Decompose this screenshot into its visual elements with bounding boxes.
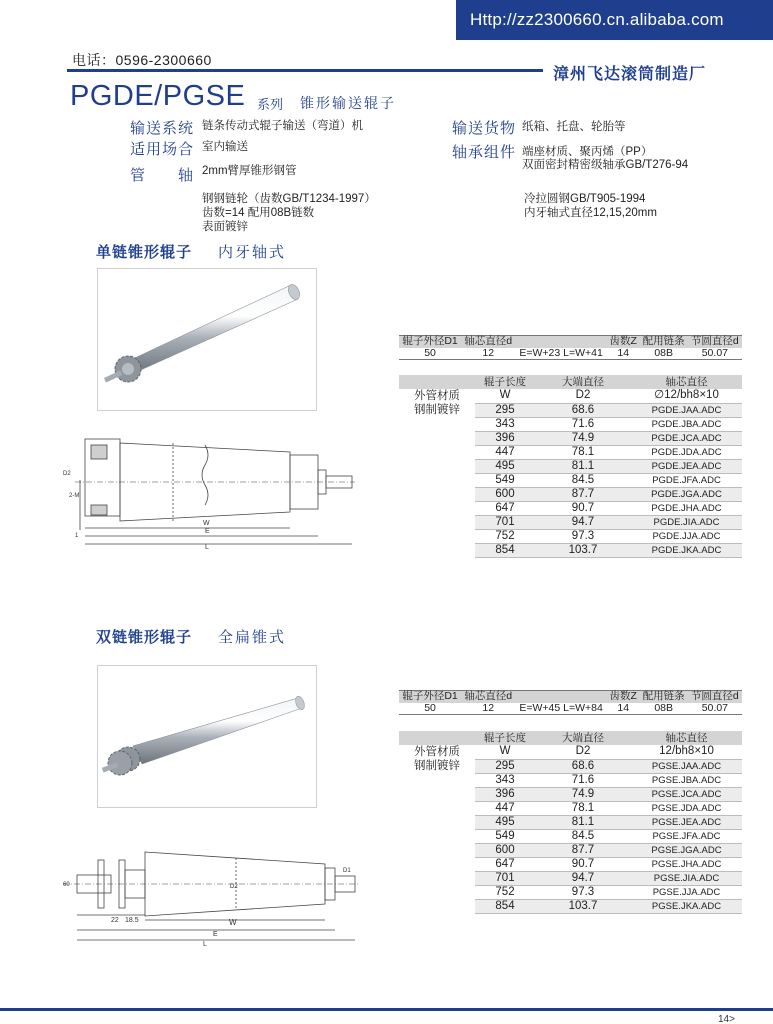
roller-length-cell: 549 xyxy=(475,829,535,843)
section2-subtitle: 全扁锥式 xyxy=(218,629,287,646)
spec-site-label: 适用场合 xyxy=(130,141,195,158)
spec-cell: 08B xyxy=(640,703,688,715)
large-end-diameter-cell: 103.7 xyxy=(535,543,631,557)
roller-length-cell: 396 xyxy=(475,431,535,445)
spec-cell: 50.07 xyxy=(688,703,742,715)
empty-cell xyxy=(399,801,475,815)
spec-head: 节圆直径d xyxy=(688,336,742,348)
material-value: 钢制镀锌 xyxy=(414,403,460,416)
roller-length-cell: 647 xyxy=(475,857,535,871)
spec-shaft-1: 冷拉圆钢GB/T905-1994 xyxy=(524,193,646,205)
roller-length-cell: 447 xyxy=(475,445,535,459)
spec-cell: E=W+23 L=W+41 xyxy=(515,348,606,360)
empty-cell xyxy=(399,459,475,473)
large-end-diameter-cell: 90.7 xyxy=(535,501,631,515)
roller-photo-single xyxy=(97,268,317,411)
large-end-diameter-cell: 87.7 xyxy=(535,843,631,857)
list-head: 大端直径 xyxy=(535,731,631,745)
spec-bearing-value-1: 端座材质、聚丙烯（PP） xyxy=(522,146,653,158)
col-w: W xyxy=(475,389,535,403)
col-shaft: ∅12/bh8×10 xyxy=(631,389,742,403)
spec-goods-value: 纸箱、托盘、轮胎等 xyxy=(522,121,626,133)
model-code-cell: PGDE.JKA.ADC xyxy=(631,543,742,557)
spec-head: 轴芯直径d xyxy=(461,691,515,703)
roller-length-cell: 396 xyxy=(475,787,535,801)
spec-shaft-2: 内牙轴式直径12,15,20mm xyxy=(524,207,657,219)
section2-title: 双链锥形辊子 xyxy=(96,629,193,646)
spec-cell: E=W+45 L=W+84 xyxy=(515,703,606,715)
model-code-cell: PGSE.JAA.ADC xyxy=(631,759,742,773)
large-end-diameter-cell: 78.1 xyxy=(535,801,631,815)
model-code-cell: PGSE.JGA.ADC xyxy=(631,843,742,857)
roller-length-cell: 600 xyxy=(475,487,535,501)
large-end-diameter-cell: 84.5 xyxy=(535,473,631,487)
col-d2: D2 xyxy=(535,389,631,403)
roller-length-cell: 549 xyxy=(475,473,535,487)
technical-drawing-single xyxy=(55,425,380,555)
empty-cell xyxy=(399,815,475,829)
url-banner: Http://zz2300660.cn.alibaba.com xyxy=(456,0,773,40)
spec-tube-label: 管 轴 xyxy=(130,167,195,184)
double-chain-drawing xyxy=(55,832,380,957)
empty-cell xyxy=(399,829,475,843)
table-row xyxy=(399,885,742,899)
roller-length-cell: 343 xyxy=(475,773,535,787)
page-number: 14> xyxy=(718,1014,735,1024)
spec-goods-label: 输送货物 xyxy=(452,120,517,137)
dim-d2: D2 xyxy=(63,471,71,477)
list-head: 大端直径 xyxy=(535,375,631,389)
material-value: 钢制镀锌 xyxy=(414,759,460,772)
dim-e: E xyxy=(213,931,218,938)
model-code-cell: PGDE.JFA.ADC xyxy=(631,473,742,487)
model-code-cell: PGDE.JJA.ADC xyxy=(631,529,742,543)
large-end-diameter-cell: 78.1 xyxy=(535,445,631,459)
large-end-diameter-cell: 97.3 xyxy=(535,885,631,899)
spec-cell: 50.07 xyxy=(688,348,742,360)
dim-l: L xyxy=(203,941,207,948)
spec-cell: 08B xyxy=(640,348,688,360)
dim-w: W xyxy=(203,520,210,527)
table-row xyxy=(399,459,742,473)
table-row xyxy=(399,787,742,801)
table-row xyxy=(399,543,742,557)
single-chain-roller-image xyxy=(98,269,316,410)
roller-length-cell: 447 xyxy=(475,801,535,815)
dim-d1: D1 xyxy=(343,868,351,874)
table-row xyxy=(399,773,742,787)
large-end-diameter-cell: 81.1 xyxy=(535,459,631,473)
dim-60: 60 xyxy=(63,882,70,888)
roller-length-cell: 854 xyxy=(475,543,535,557)
section1-title: 单链锥形辊子 xyxy=(96,244,193,261)
spec-head: 齿数Z xyxy=(607,336,640,348)
table-row xyxy=(399,899,742,913)
spec-sprocket-1: 钢钢链轮（齿数GB/T1234-1997） xyxy=(202,193,376,205)
dim-l: L xyxy=(205,544,209,551)
empty-cell xyxy=(399,871,475,885)
spec-tube-value: 2mm臂厚锥形钢管 xyxy=(202,165,297,177)
model-code-cell: PGSE.JEA.ADC xyxy=(631,815,742,829)
spec-head: 配用链条 xyxy=(640,691,688,703)
col-d2: D2 xyxy=(535,745,631,759)
page-title: PGDE/PGSE xyxy=(70,80,246,112)
table-row xyxy=(399,759,742,773)
spec-cell: 12 xyxy=(461,348,515,360)
large-end-diameter-cell: 94.7 xyxy=(535,515,631,529)
large-end-diameter-cell: 81.1 xyxy=(535,815,631,829)
spec-head: 轴芯直径d xyxy=(461,336,515,348)
spec-system-value: 链条传动式辊子输送（弯道）机 xyxy=(202,120,363,132)
large-end-diameter-cell: 68.6 xyxy=(535,403,631,417)
model-code-cell: PGDE.JDA.ADC xyxy=(631,445,742,459)
table-row xyxy=(399,473,742,487)
table-row xyxy=(399,829,742,843)
roller-length-cell: 752 xyxy=(475,885,535,899)
model-code-cell: PGSE.JHA.ADC xyxy=(631,857,742,871)
model-code-cell: PGSE.JKA.ADC xyxy=(631,899,742,913)
spec-head: 辊子外径D1 xyxy=(399,691,461,703)
table-row xyxy=(399,801,742,815)
model-code-cell: PGDE.JCA.ADC xyxy=(631,431,742,445)
empty-cell xyxy=(399,431,475,445)
model-code-cell: PGDE.JIA.ADC xyxy=(631,515,742,529)
roller-length-cell: 701 xyxy=(475,871,535,885)
large-end-diameter-cell: 97.3 xyxy=(535,529,631,543)
roller-length-cell: 295 xyxy=(475,759,535,773)
empty-cell xyxy=(399,529,475,543)
spec-sprocket-3: 表面镀锌 xyxy=(202,221,248,233)
model-code-cell: PGSE.JIA.ADC xyxy=(631,871,742,885)
large-end-diameter-cell: 103.7 xyxy=(535,899,631,913)
section2-model-table xyxy=(399,731,742,914)
list-head xyxy=(399,731,475,745)
table-row xyxy=(399,445,742,459)
dim-e: E xyxy=(205,528,210,535)
company-name: 漳州飞达滚筒制造厂 xyxy=(553,66,707,83)
dim-w: W xyxy=(229,918,237,927)
spec-head xyxy=(515,336,606,348)
series-label: 系列 xyxy=(257,97,284,112)
spec-cell: 50 xyxy=(399,703,461,715)
large-end-diameter-cell: 71.6 xyxy=(535,417,631,431)
large-end-diameter-cell: 68.6 xyxy=(535,759,631,773)
roller-length-cell: 495 xyxy=(475,459,535,473)
table-row xyxy=(399,871,742,885)
model-code-cell: PGSE.JBA.ADC xyxy=(631,773,742,787)
footer-divider xyxy=(0,1008,773,1011)
table-row xyxy=(399,403,742,417)
roller-length-cell: 343 xyxy=(475,417,535,431)
table-row xyxy=(399,857,742,871)
empty-cell xyxy=(399,857,475,871)
large-end-diameter-cell: 74.9 xyxy=(535,787,631,801)
header-divider xyxy=(67,69,543,72)
empty-cell xyxy=(399,515,475,529)
section1-subtitle: 内牙轴式 xyxy=(218,244,287,261)
dim-18-5: 18.5 xyxy=(125,917,139,924)
spec-cell: 14 xyxy=(607,348,640,360)
roller-length-cell: 752 xyxy=(475,529,535,543)
spec-cell: 50 xyxy=(399,348,461,360)
material-label: 外管材质 xyxy=(414,745,460,758)
empty-cell xyxy=(399,473,475,487)
table-row xyxy=(399,417,742,431)
model-code-cell: PGSE.JDA.ADC xyxy=(631,801,742,815)
large-end-diameter-cell: 94.7 xyxy=(535,871,631,885)
table-row xyxy=(399,501,742,515)
material-label: 外管材质 xyxy=(414,389,460,402)
list-head: 轴芯直径 xyxy=(631,375,742,389)
list-head xyxy=(399,375,475,389)
model-code-cell: PGDE.JAA.ADC xyxy=(631,403,742,417)
spec-head: 节圆直径d xyxy=(688,691,742,703)
spec-cell: 12 xyxy=(461,703,515,715)
model-code-cell: PGDE.JBA.ADC xyxy=(631,417,742,431)
spec-site-value: 室内输送 xyxy=(202,141,248,153)
roller-length-cell: 701 xyxy=(475,515,535,529)
product-name: 锥形输送辊子 xyxy=(300,95,396,111)
empty-cell xyxy=(399,543,475,557)
table-row xyxy=(399,843,742,857)
empty-cell xyxy=(399,501,475,515)
empty-cell xyxy=(399,487,475,501)
technical-drawing-double xyxy=(55,832,380,957)
model-code-cell: PGDE.JGA.ADC xyxy=(631,487,742,501)
empty-cell xyxy=(399,885,475,899)
section1-spec-table xyxy=(399,335,742,360)
col-shaft: 12/bh8×10 xyxy=(631,745,742,759)
roller-length-cell: 854 xyxy=(475,899,535,913)
empty-cell xyxy=(399,843,475,857)
model-code-cell: PGDE.JHA.ADC xyxy=(631,501,742,515)
empty-cell xyxy=(399,787,475,801)
col-w: W xyxy=(475,745,535,759)
spec-head: 配用链条 xyxy=(640,336,688,348)
large-end-diameter-cell: 84.5 xyxy=(535,829,631,843)
roller-length-cell: 600 xyxy=(475,843,535,857)
empty-cell xyxy=(399,773,475,787)
large-end-diameter-cell: 74.9 xyxy=(535,431,631,445)
table-row xyxy=(399,515,742,529)
spec-head: 辊子外径D1 xyxy=(399,336,461,348)
spec-head: 齿数Z xyxy=(607,691,640,703)
spec-system-label: 输送系统 xyxy=(130,120,195,137)
large-end-diameter-cell: 90.7 xyxy=(535,857,631,871)
spec-bearing-label: 轴承组件 xyxy=(452,144,517,161)
section1-model-table xyxy=(399,375,742,558)
spec-head xyxy=(515,691,606,703)
spec-cell: 14 xyxy=(607,703,640,715)
roller-length-cell: 495 xyxy=(475,815,535,829)
double-chain-roller-image xyxy=(98,666,316,807)
table-row xyxy=(399,815,742,829)
empty-cell xyxy=(399,445,475,459)
empty-cell xyxy=(399,899,475,913)
dim-1: 1 xyxy=(75,533,79,539)
list-head: 辊子长度 xyxy=(475,731,535,745)
dim-d2: D2 xyxy=(230,884,238,890)
large-end-diameter-cell: 71.6 xyxy=(535,773,631,787)
empty-cell xyxy=(399,417,475,431)
model-code-cell: PGSE.JCA.ADC xyxy=(631,787,742,801)
roller-length-cell: 295 xyxy=(475,403,535,417)
section2-spec-table xyxy=(399,690,742,715)
phone-number: 电话：0596-2300660 xyxy=(72,52,212,68)
table-row xyxy=(399,529,742,543)
spec-sprocket-2: 齿数=14 配用08B链数 xyxy=(202,207,315,219)
roller-length-cell: 647 xyxy=(475,501,535,515)
model-code-cell: PGSE.JJA.ADC xyxy=(631,885,742,899)
dim-22: 22 xyxy=(111,917,119,924)
spec-bearing-value-2: 双面密封精密级轴承GB/T276-94 xyxy=(522,159,689,171)
list-head: 辊子长度 xyxy=(475,375,535,389)
model-code-cell: PGSE.JFA.ADC xyxy=(631,829,742,843)
table-row xyxy=(399,487,742,501)
table-row xyxy=(399,431,742,445)
large-end-diameter-cell: 87.7 xyxy=(535,487,631,501)
single-chain-drawing xyxy=(55,425,380,555)
list-head: 轴芯直径 xyxy=(631,731,742,745)
model-code-cell: PGDE.JEA.ADC xyxy=(631,459,742,473)
roller-photo-double xyxy=(97,665,317,808)
dim-2m: 2-M xyxy=(69,493,80,499)
